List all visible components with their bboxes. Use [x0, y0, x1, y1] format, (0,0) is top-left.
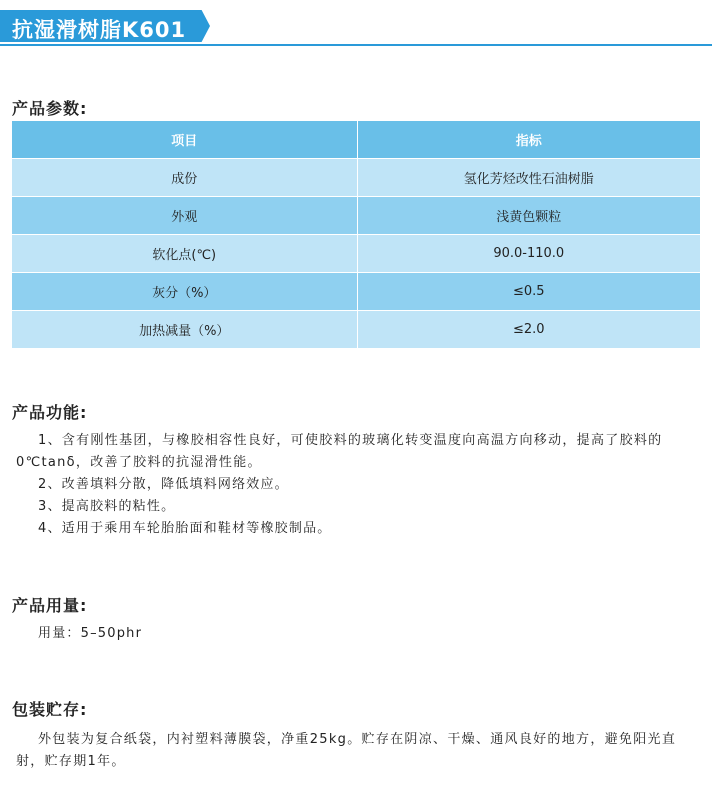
params-header-row: [12, 121, 700, 159]
packaging-text: 外包装为复合纸袋，内衬塑料薄膜袋，净重25kg。贮存在阴凉、干燥、通风良好的地方，避免阳光直射，贮存期1年。: [16, 732, 677, 769]
table-row: [12, 235, 700, 273]
params-table: [12, 121, 700, 349]
table-cell: 外观: [12, 197, 357, 235]
packaging-heading: 包装贮存:: [12, 700, 88, 719]
table-cell: 灰分（%）: [12, 273, 357, 311]
function-item-1: 1、含有刚性基团，与橡胶相容性良好，可使胶料的玻璃化转变温度向高温方向移动，提高了胶料的0℃tanδ，改善了胶料的抗湿滑性能。: [16, 433, 663, 470]
function-item-3: 3、提高胶料的粘性。: [38, 499, 176, 514]
page-title: 抗湿滑树脂K601: [12, 18, 187, 42]
table-row: [12, 273, 700, 311]
function-item-2: 2、改善填料分散，降低填料网络效应。: [38, 477, 289, 492]
table-cell: ≤2.0: [357, 311, 700, 349]
title-divider: [0, 44, 712, 46]
table-row: [12, 159, 700, 197]
params-heading: 产品参数:: [12, 99, 88, 118]
table-cell: 氢化芳烃改性石油树脂: [357, 159, 700, 197]
table-cell: 成份: [12, 159, 357, 197]
function-item-4: 4、适用于乘用车轮胎胎面和鞋材等橡胶制品。: [38, 521, 332, 536]
table-cell: 加热减量（%）: [12, 311, 357, 349]
table-row: [12, 197, 700, 235]
params-column-item: 项目: [12, 121, 357, 159]
dosage-text: 用量：5–50phr: [38, 626, 143, 641]
table-cell: 软化点(℃): [12, 235, 357, 273]
table-cell: ≤0.5: [357, 273, 700, 311]
table-cell: 浅黄色颗粒: [357, 197, 700, 235]
dosage-heading: 产品用量:: [12, 596, 88, 615]
functions-heading: 产品功能:: [12, 403, 88, 422]
table-cell: 90.0-110.0: [357, 235, 700, 273]
params-column-value: 指标: [357, 121, 700, 159]
table-row: [12, 311, 700, 349]
